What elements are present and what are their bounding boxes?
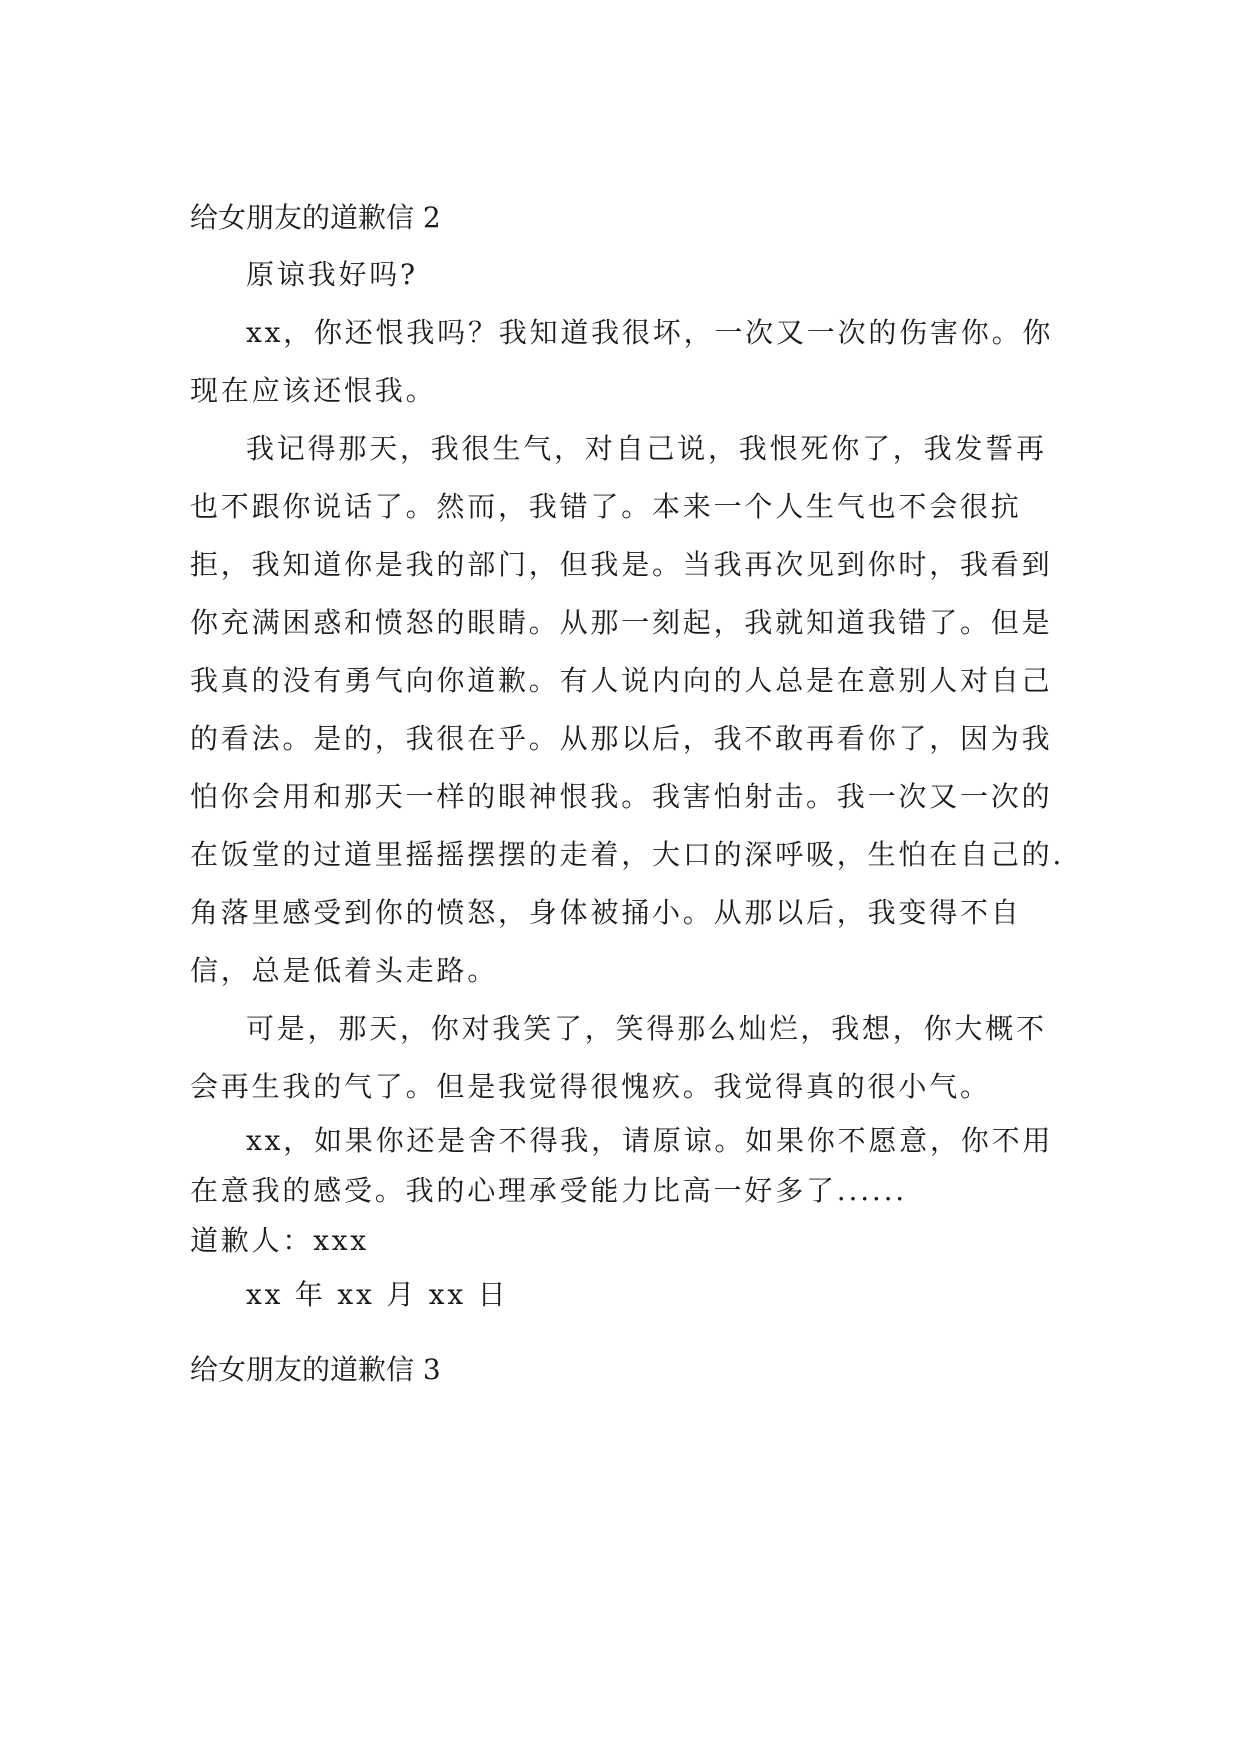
section-heading-2: 给女朋友的道歉信 2 <box>190 201 441 234</box>
paragraph-3: 可是，那天，你对我笑了，笑得那么灿烂，我想，你大概不会再生我的气了。但是我觉得很愧疚。我觉得真的很小气。 <box>190 1012 1047 1103</box>
date-line: xx 年 xx 月 xx 日 <box>246 1278 509 1311</box>
paragraph-2: 我记得那天，我很生气，对自己说，我恨死你了，我发誓再也不跟你说话了。然而，我错了。本来一个人生气也不会很抗拒，我知道你是我的部门，但我是。当我再次见到你时，我看到你充满困惑和愤怒的眼睛。从那一刻起，我就知道我错了。但是我真的没有勇气向你道歉。有人说内向的人总是在意别人对自己的看法。是的，我很在乎。从那以后，我不敢再看你了，因为我怕你会用和那天一样的眼神恨我。我害怕射击。我一次又一次的在饭堂的过道里摇摇摆摆的走着，大口的深呼吸，生怕在自己的.角落里感受到你的愤怒，身体被捅小。从那以后，我变得不自信，总是低着头走路。 <box>190 432 1065 987</box>
signature: 道歉人：xxx <box>190 1224 369 1257</box>
section-heading-3: 给女朋友的道歉信 3 <box>190 1353 441 1386</box>
paragraph-1: xx，你还恨我吗？我知道我很坏，一次又一次的伤害你。你现在应该还恨我。 <box>190 316 1054 407</box>
paragraph-4: xx，如果你还是舍不得我，请原谅。如果你不愿意，你不用在意我的感受。我的心理承受能力比高一好多了...... <box>190 1124 1054 1207</box>
letter-body <box>190 246 1070 1324</box>
letter-title: 原谅我好吗? <box>246 258 418 291</box>
